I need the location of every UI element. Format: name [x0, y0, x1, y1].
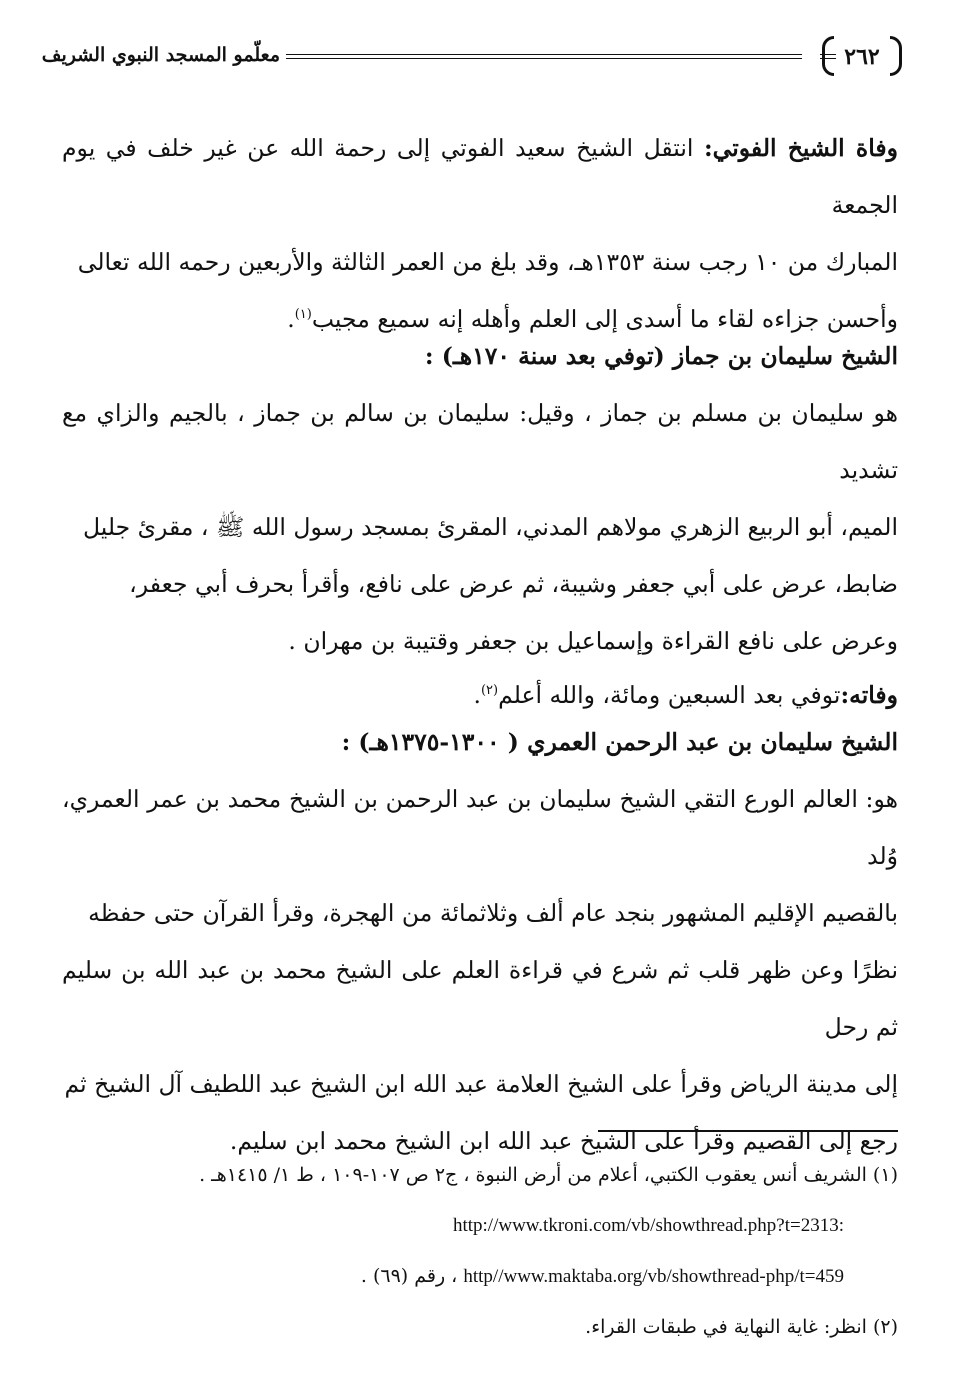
page-number-bracket-right: [890, 36, 902, 76]
paragraph-line: هو: العالم الورع التقي الشيخ سليمان بن عبد الرحمن بن الشيخ محمد بن عمر العمري، وُلد: [62, 785, 898, 870]
footnote-1-url-line: [62, 1200, 898, 1251]
paragraph-line: المبارك من ١٠ رجب سنة ١٣٥٣هـ، وقد بلغ من العمر الثالثة والأربعين رحمه الله تعالى: [77, 248, 898, 276]
section-heading: الشيخ سليمان بن جماز (توفي بعد سنة ١٧٠هـ) :: [424, 342, 898, 370]
section-death-of-fouti: [62, 120, 898, 348]
death-lead: وفاته:: [840, 681, 898, 709]
paragraph-line: إلى مدينة الرياض وقرأ على الشيخ العلامة عبد الله ابن الشيخ عبد اللطيف آل الشيخ ثم: [64, 1070, 898, 1098]
paragraph-line: الميم، أبو الربيع الزهري مولاهم المدني، المقرئ بمسجد رسول الله ﷺ ، مقرئ جليل: [82, 513, 898, 541]
footnote-url: http//www.maktaba.org/vb/showthread-php/t=459: [463, 1266, 844, 1287]
footnotes: [62, 1150, 898, 1352]
footnote-url: http://www.tkroni.com/vb/showthread.php?t=2313:: [452, 1215, 844, 1236]
section-heading: الشيخ سليمان بن عبد الرحمن العمري ( ١٣٠٠-١٣٧٥هـ) :: [341, 728, 898, 756]
running-title: معلّمو المسجد النبوي الشريف: [41, 44, 280, 66]
section-lead: وفاة الشيخ الفوتي:: [703, 134, 898, 162]
header-rule-short: [820, 54, 836, 59]
footnote-1: (١) الشريف أنس يعقوب الكتبي، أعلام من أرض النبوة ، ج٢ ص ١٠٧-١٠٩ ، ط ١/ ١٤١٥هـ .: [199, 1164, 898, 1186]
footnote-separator: [598, 1130, 898, 1132]
footnote-ref: (٢): [480, 683, 499, 699]
paragraph-line: وفاة الشيخ الفوتي: انتقل الشيخ سعيد الفوتي إلى رحمة الله عن غير خلف في يوم الجمعة: [62, 134, 898, 219]
section-sulayman-ibn-jammaz: [62, 328, 898, 720]
footnote-1-url-line: http//www.maktaba.org/vb/showthread-php/t=459 ، رقم (٦٩) .: [360, 1265, 844, 1287]
paragraph-line: بالقصيم الإقليم المشهور بنجد عام ألف وثلاثمائة من الهجرة، وقرأ القرآن حتى حفظه: [88, 899, 898, 927]
running-header: [41, 34, 908, 84]
footnote-ref: (١): [294, 307, 312, 323]
section-sulayman-al-umari: [62, 714, 898, 1170]
paragraph-line: نظرًا وعن ظهر قلب ثم شرع في قراءة العلم على الشيخ محمد بن عبد الله بن سليم ثم رحل: [62, 956, 898, 1041]
paragraph-line: وعرض على نافع القراءة وإسماعيل بن جعفر وقتيبة بن مهران .: [288, 627, 898, 655]
paragraph-line: وأحسن جزاءه لقاء ما أسدى إلى العلم وأهله إنه سميع مجيب$^{(١)}$.: [287, 305, 898, 333]
footnote-2: (٢) انظر: غاية النهاية في طبقات القراء.: [585, 1316, 898, 1338]
paragraph-line: هو سليمان بن مسلم بن جماز ، وقيل: سليمان بن سالم بن جماز ، بالجيم والزاي مع تشديد: [62, 399, 898, 484]
header-rule-long: [286, 54, 802, 59]
paragraph-line: ضابط، عرض على أبي جعفر وشيبة، ثم عرض على نافع، وأقرأ بحرف أبي جعفر،: [129, 570, 898, 598]
page-number: ٢٦٢: [844, 44, 880, 70]
death-line: وفاته:توفي بعد السبعين ومائة، والله أعلم$^{(٢)}$.: [473, 681, 898, 709]
paragraph-line: رجع إلى القصيم وقرأ على الشيخ عبد الله ابن الشيخ محمد ابن سليم.: [229, 1127, 898, 1155]
